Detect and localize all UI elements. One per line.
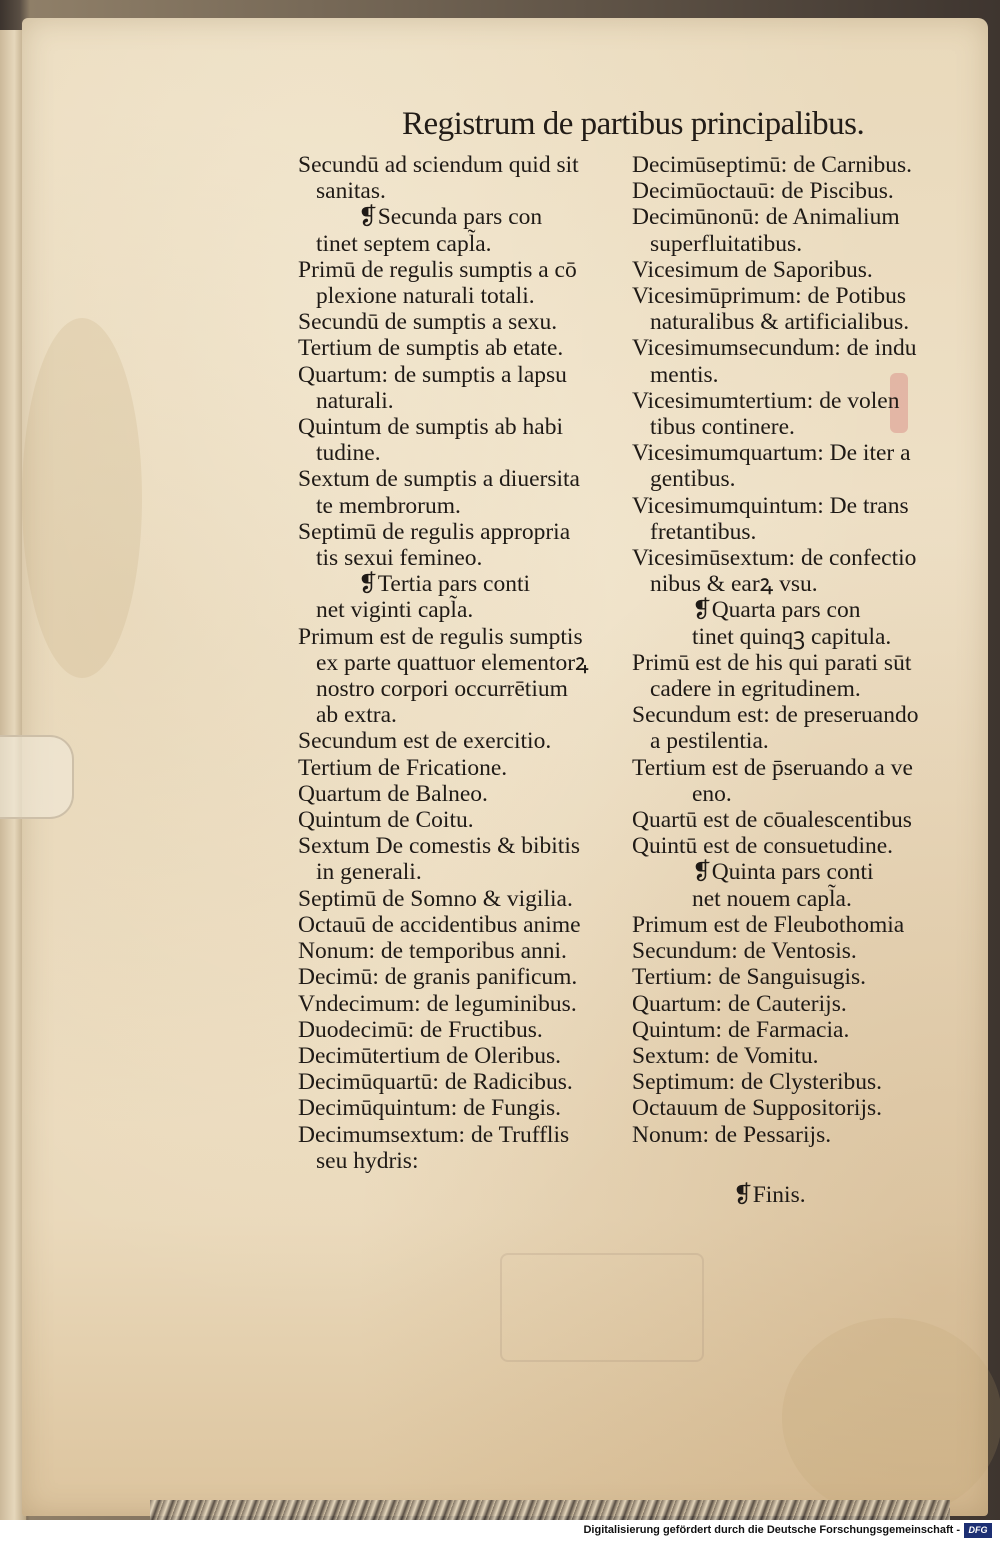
paper-stain bbox=[782, 1318, 1000, 1518]
text-line: Vicesimūprimum: de Potibus bbox=[632, 283, 907, 310]
text-line: Nonum: de temporibus anni. bbox=[298, 938, 567, 965]
text-line: tis sexui femineo. bbox=[316, 545, 483, 572]
text-line: tibus continere. bbox=[650, 414, 795, 441]
text-line: Primum est de Fleubothomia bbox=[632, 911, 905, 938]
text-line: Primū de regulis sumptis a cō bbox=[298, 256, 577, 283]
text-line: Tertium: de Sanguisugis. bbox=[632, 964, 866, 991]
text-line: Vicesimum de Saporibus. bbox=[632, 256, 873, 283]
text-line: a pestilentia. bbox=[650, 728, 769, 755]
text-line: net nouem capl̃a. bbox=[692, 885, 852, 912]
text-line: Tertium de sumptis ab etate. bbox=[298, 335, 564, 362]
text-line: tinet quinqꝫ capitula. bbox=[692, 623, 892, 650]
text-line: superfluitatibus. bbox=[650, 230, 803, 257]
text-line: seu hydris: bbox=[316, 1147, 419, 1174]
text-line: Quartum: de Cauterijs. bbox=[632, 990, 847, 1017]
text-line: Decimumsextum: de Trufflis bbox=[298, 1121, 570, 1148]
text-line: Tertium de Fricatione. bbox=[298, 754, 508, 781]
text-line: Vicesimumquintum: De trans bbox=[632, 492, 909, 519]
text-line: Decimū: de granis panificum. bbox=[298, 964, 578, 991]
text-line: Primū est de his qui parati sūt bbox=[632, 649, 912, 676]
text-line: ❡Tertia pars conti bbox=[358, 571, 531, 598]
text-line: Octauum de Suppositorijs. bbox=[632, 1095, 882, 1122]
text-line: Quartū est de cōualescentibus bbox=[632, 807, 912, 834]
text-line: ex parte quattuor elementorꝝ bbox=[316, 649, 589, 676]
text-line: Sextum: de Vomitu. bbox=[632, 1042, 819, 1069]
text-line: Vicesimūsextum: de confectio bbox=[632, 545, 917, 572]
text-line: nibus & earꝝ vsu. bbox=[650, 571, 818, 598]
text-line: Vicesimumquartum: De iter a bbox=[632, 440, 911, 467]
text-line: net viginti capl̃a. bbox=[316, 597, 474, 624]
text-line: Duodecimū: de Fructibus. bbox=[298, 1016, 543, 1043]
text-line: Nonum: de Pessarijs. bbox=[632, 1121, 832, 1148]
dfg-logo: DFG bbox=[964, 1523, 992, 1538]
text-line: Quintum de Coitu. bbox=[298, 807, 474, 834]
text-line: Quintum: de Farmacia. bbox=[632, 1016, 850, 1043]
text-line: Quartum de Balneo. bbox=[298, 780, 488, 807]
text-line: Vndecimum: de leguminibus. bbox=[298, 990, 577, 1017]
text-line: Primum est de regulis sumptis bbox=[298, 623, 583, 650]
text-line: Sextum de sumptis a diuersita bbox=[298, 466, 580, 493]
text-line: Decimūseptimū: de Carnibus. bbox=[632, 152, 912, 178]
finis-mark: ❡Finis. bbox=[733, 1182, 806, 1208]
text-line: Decimūnonū: de Animalium bbox=[632, 204, 900, 231]
text-line: Septimū de regulis appropria bbox=[298, 518, 571, 545]
text-line: tudine. bbox=[316, 440, 381, 467]
text-line: Vicesimumsecundum: de indu bbox=[632, 335, 917, 362]
text-line: Secundū ad sciendum quid sit bbox=[298, 152, 579, 178]
text-line: Septimū de Somno & vigilia. bbox=[298, 885, 573, 912]
paper-stain bbox=[22, 318, 142, 678]
text-line: naturali. bbox=[316, 387, 394, 414]
text-line: eno. bbox=[692, 780, 732, 807]
text-line: Decimūtertium de Oleribus. bbox=[298, 1042, 561, 1069]
text-line: Vicesimumtertium: de volen bbox=[632, 387, 900, 414]
text-line: in generali. bbox=[316, 859, 422, 886]
left-text-column bbox=[298, 152, 620, 1174]
right-text-column bbox=[632, 152, 972, 1148]
text-line: naturalibus & artificialibus. bbox=[650, 309, 910, 336]
text-line: mentis. bbox=[650, 361, 719, 388]
page-tab-marker bbox=[0, 735, 74, 819]
text-line: Secundum est: de preseruando bbox=[632, 702, 919, 729]
text-line: Secundū de sumptis a sexu. bbox=[298, 309, 558, 336]
text-line: Decimūquartū: de Radicibus. bbox=[298, 1069, 573, 1096]
text-line: Decimūoctauū: de Piscibus. bbox=[632, 178, 894, 205]
text-line: cadere in egritudinem. bbox=[650, 676, 861, 703]
text-line: sanitas. bbox=[316, 178, 386, 205]
text-line: ❡Quarta pars con bbox=[692, 597, 861, 624]
text-line: Sextum De comestis & bibitis bbox=[298, 833, 580, 860]
text-line: Secundum est de exercitio. bbox=[298, 728, 552, 755]
text-line: Quintū est de consuetudine. bbox=[632, 833, 894, 860]
footer-bar bbox=[0, 1520, 1000, 1542]
text-line: plexione naturali totali. bbox=[316, 283, 535, 310]
text-line: ab extra. bbox=[316, 702, 397, 729]
text-line: Decimūquintum: de Fungis. bbox=[298, 1095, 562, 1122]
text-line: Tertium est de p̄seruando a ve bbox=[632, 754, 913, 781]
show-through-stamp bbox=[500, 1253, 704, 1362]
text-line: Quintum de sumptis ab habi bbox=[298, 414, 564, 441]
text-line: Quartum: de sumptis a lapsu bbox=[298, 361, 567, 388]
text-line: nostro corpori occurrētium bbox=[316, 676, 568, 703]
text-line: fretantibus. bbox=[650, 518, 757, 545]
text-line: Octauū de accidentibus anime bbox=[298, 911, 581, 938]
text-line: Septimum: de Clysteribus. bbox=[632, 1069, 883, 1096]
page-title: Registrum de partibus principalibus. bbox=[402, 106, 865, 142]
text-line: ❡Quinta pars conti bbox=[692, 859, 874, 886]
bottom-cover-ornament bbox=[150, 1500, 950, 1522]
text-line: tinet septem capl̃a. bbox=[316, 230, 492, 257]
footer-credit: Digitalisierung gefördert durch die Deutsche Forschungsgemeinschaft - bbox=[583, 1524, 960, 1536]
text-line: Secundum: de Ventosis. bbox=[632, 938, 857, 965]
text-line: te membrorum. bbox=[316, 492, 461, 519]
text-line: ❡Secunda pars con bbox=[358, 204, 543, 231]
text-line: gentibus. bbox=[650, 466, 736, 493]
